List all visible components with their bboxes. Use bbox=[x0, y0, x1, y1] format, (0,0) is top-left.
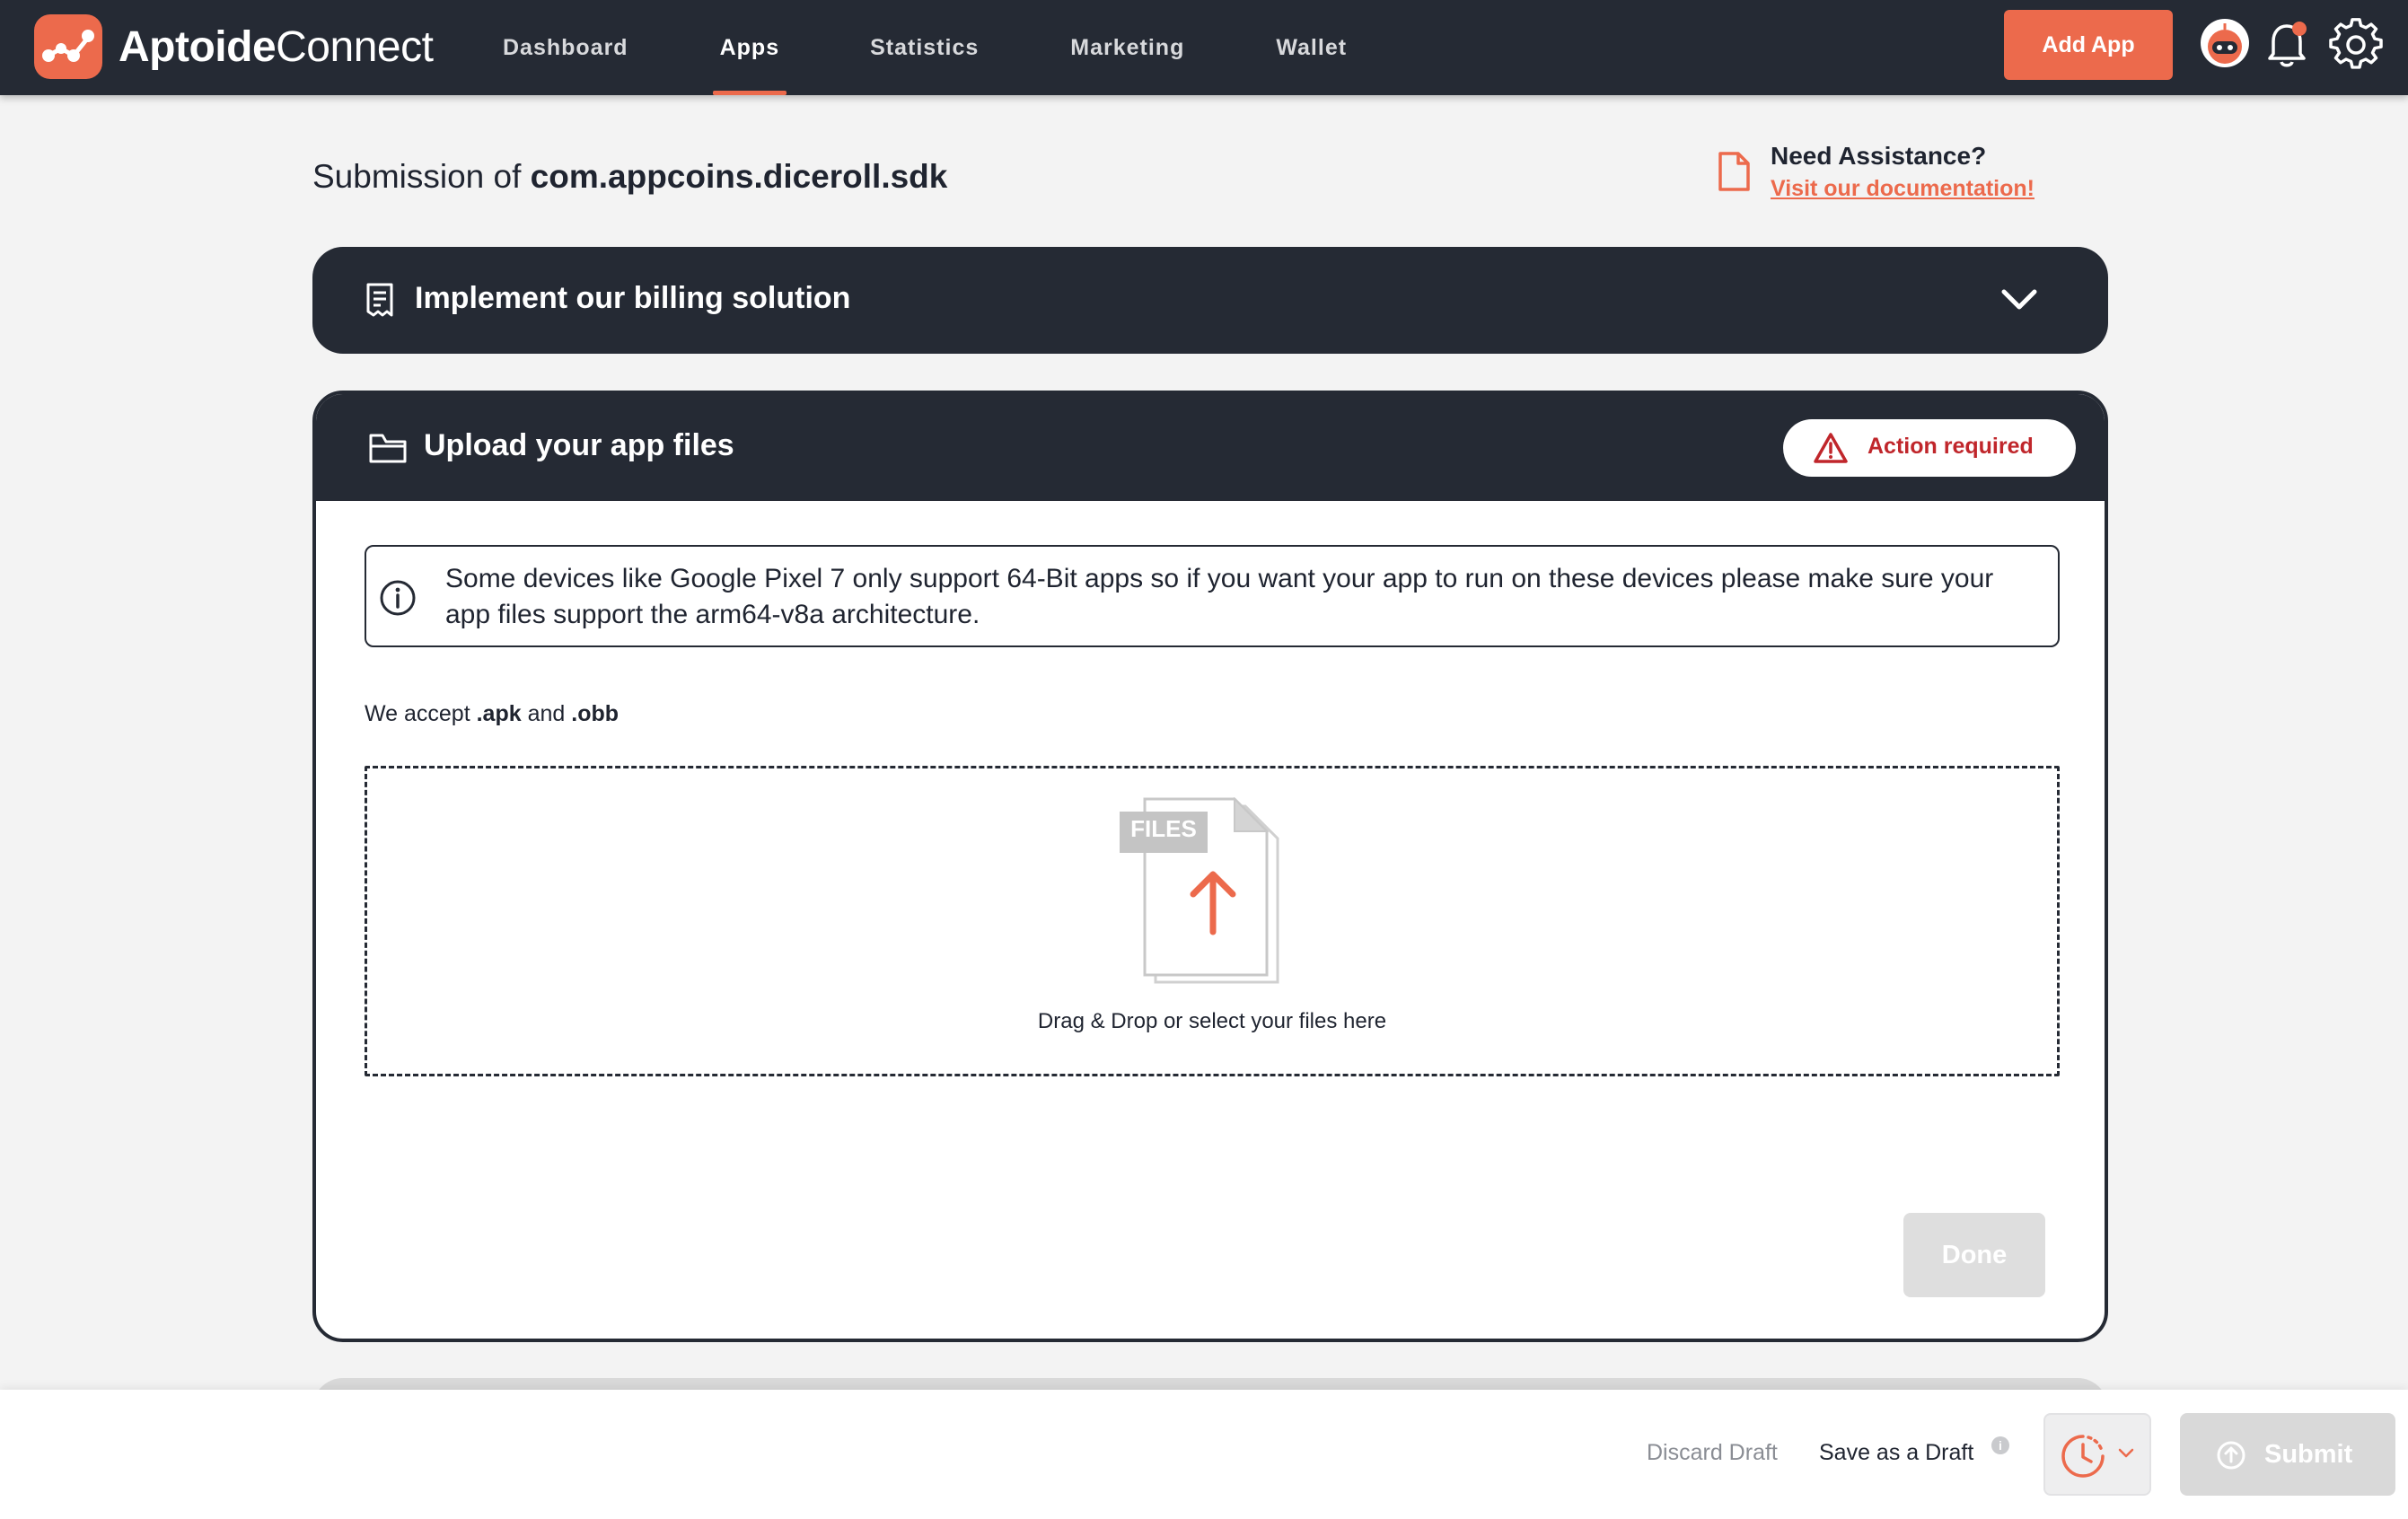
accepted-formats bbox=[365, 701, 619, 727]
logo-mark-icon bbox=[34, 14, 102, 79]
done-button[interactable]: Done bbox=[1903, 1213, 2045, 1297]
nav-dashboard[interactable]: Dashboard bbox=[503, 34, 628, 60]
accepted-formats-prefix: We accept bbox=[365, 701, 470, 726]
save-draft-button[interactable]: Save as a Draft bbox=[1819, 1440, 1974, 1465]
action-required-label: Action required bbox=[1868, 434, 2034, 459]
discard-draft-button[interactable]: Discard Draft bbox=[1647, 1440, 1778, 1465]
accepted-formats-and: and bbox=[527, 701, 566, 726]
file-dropzone[interactable] bbox=[365, 766, 2060, 1076]
upload-section-title: Upload your app files bbox=[424, 428, 734, 462]
warning-icon bbox=[1814, 432, 1848, 469]
files-upload-icon bbox=[1120, 797, 1299, 986]
format-apk: .apk bbox=[476, 701, 522, 726]
chevron-down-icon bbox=[2117, 1447, 2135, 1464]
nav-apps[interactable]: Apps bbox=[720, 0, 780, 95]
billing-section-header[interactable] bbox=[312, 247, 2108, 354]
documentation-link[interactable]: Visit our documentation! bbox=[1771, 176, 2034, 201]
format-obb: .obb bbox=[571, 701, 620, 726]
save-draft-info-icon[interactable]: i bbox=[1991, 1436, 2009, 1454]
submit-label: Submit bbox=[2264, 1440, 2353, 1469]
nav-marketing[interactable]: Marketing bbox=[1070, 34, 1185, 60]
add-app-button[interactable]: Add App bbox=[2004, 10, 2173, 80]
aptoide-connect-logo[interactable] bbox=[34, 14, 433, 79]
main-nav bbox=[503, 0, 1347, 95]
logo-wordmark-bold: Aptoide bbox=[119, 22, 277, 71]
avatar-icon[interactable] bbox=[2200, 18, 2250, 73]
submit-button[interactable] bbox=[2180, 1413, 2395, 1496]
upload-circle-icon bbox=[2216, 1440, 2246, 1478]
architecture-info-box bbox=[365, 545, 2060, 647]
package-name: com.appcoins.diceroll.sdk bbox=[530, 158, 948, 195]
bell-icon[interactable] bbox=[2263, 16, 2313, 75]
info-icon bbox=[379, 579, 417, 621]
schedule-dropdown[interactable] bbox=[2043, 1413, 2151, 1496]
upload-section bbox=[312, 391, 2108, 1342]
nav-wallet[interactable]: Wallet bbox=[1276, 34, 1348, 60]
architecture-info-text: Some devices like Google Pixel 7 only support 64-Bit apps so if you want your app to run on these devices please make sure your app files support the arm64-v8a architecture. bbox=[445, 564, 1994, 629]
nav-statistics[interactable]: Statistics bbox=[870, 34, 980, 60]
folder-icon bbox=[368, 432, 408, 469]
billing-section-title: Implement our billing solution bbox=[415, 281, 851, 315]
submission-footer bbox=[0, 1390, 2408, 1519]
top-navbar bbox=[0, 0, 2408, 95]
receipt-icon bbox=[365, 283, 395, 321]
document-icon bbox=[1717, 151, 1751, 197]
files-badge-label: FILES bbox=[1130, 815, 1197, 842]
clock-icon bbox=[2060, 1433, 2106, 1484]
action-required-badge bbox=[1783, 419, 2076, 477]
upload-section-header[interactable] bbox=[316, 394, 2105, 501]
gear-icon[interactable] bbox=[2329, 18, 2383, 76]
chevron-down-icon[interactable] bbox=[2000, 286, 2038, 318]
logo-wordmark bbox=[119, 22, 433, 72]
help-title: Need Assistance? bbox=[1771, 142, 1987, 170]
dropzone-instructions: Drag & Drop or select your files here bbox=[1037, 1009, 1387, 1033]
page-title bbox=[312, 158, 947, 196]
page-title-prefix: Submission of bbox=[312, 158, 522, 195]
help-panel bbox=[1688, 135, 2065, 215]
logo-wordmark-light: Connect bbox=[276, 22, 434, 71]
